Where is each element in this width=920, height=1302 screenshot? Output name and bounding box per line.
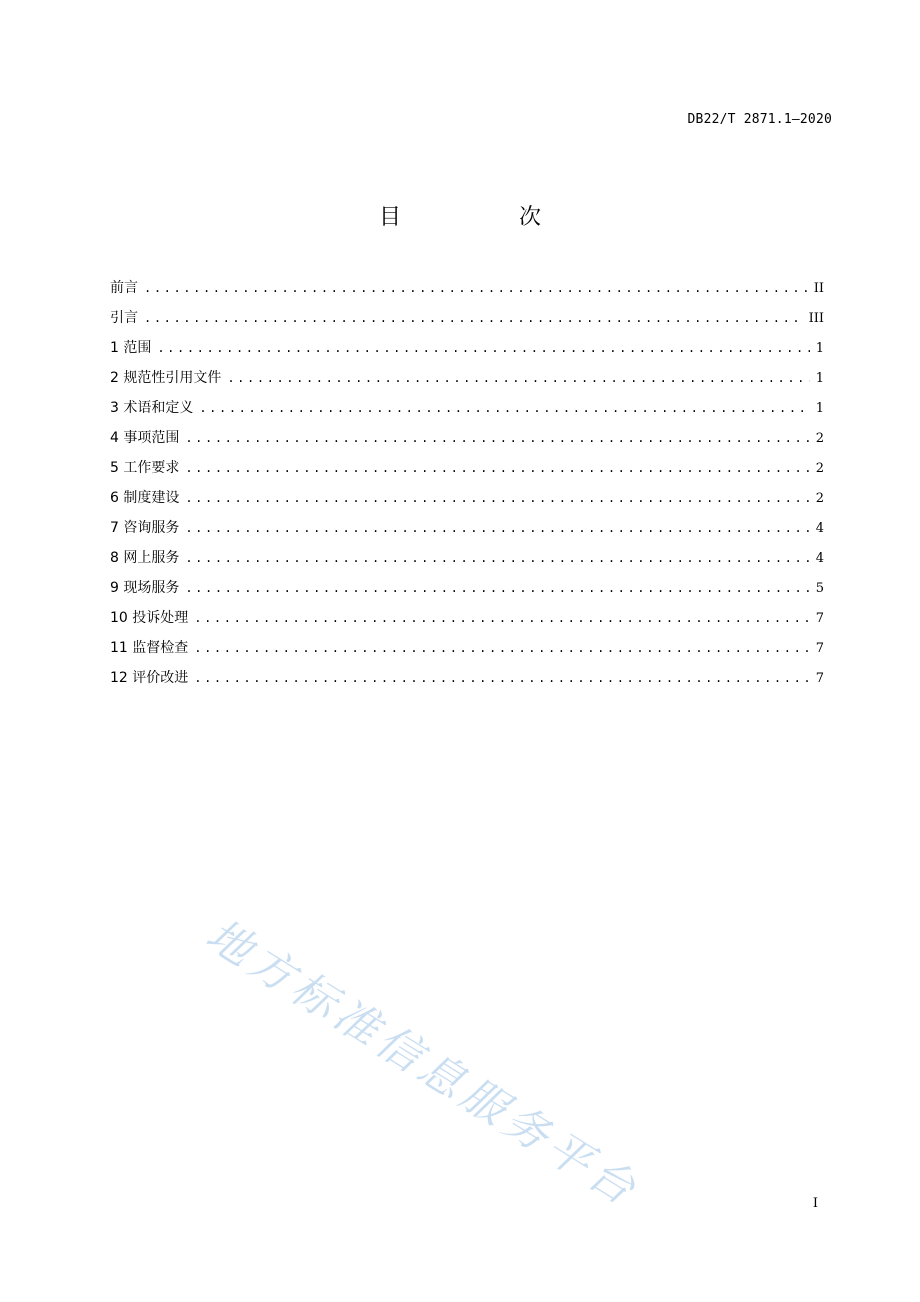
toc-leader-dots — [144, 308, 803, 328]
toc-leader-dots — [194, 638, 809, 658]
toc-entry-label: 3 术语和定义 — [110, 400, 194, 416]
table-of-contents — [110, 278, 824, 698]
toc-entry-page: III — [808, 311, 824, 326]
toc-entry-page: 2 — [815, 431, 824, 446]
toc-leader-dots — [185, 488, 809, 508]
toc-entry-page: 7 — [815, 611, 824, 626]
toc-entry-page: 5 — [815, 581, 824, 596]
toc-entry-evaluation-improvement[interactable] — [110, 668, 824, 698]
toc-entry-introduction[interactable] — [110, 308, 824, 338]
toc-leader-dots — [185, 578, 809, 598]
toc-entry-page: 2 — [815, 461, 824, 476]
toc-leader-dots — [185, 518, 809, 538]
watermark: 地方标准信息服务平台 — [197, 909, 649, 1218]
toc-title: 目 次 — [378, 205, 589, 230]
toc-entry-label: 10 投诉处理 — [110, 610, 189, 626]
toc-entry-matter-scope[interactable] — [110, 428, 824, 458]
toc-entry-complaint-handling[interactable] — [110, 608, 824, 638]
toc-entry-work-requirements[interactable] — [110, 458, 824, 488]
toc-entry-label: 2 规范性引用文件 — [110, 370, 222, 386]
toc-entry-onsite-service[interactable] — [110, 578, 824, 608]
toc-entry-normative-references[interactable] — [110, 368, 824, 398]
toc-leader-dots — [185, 548, 809, 568]
toc-entry-label: 8 网上服务 — [110, 550, 180, 566]
toc-entry-label: 12 评价改进 — [110, 670, 189, 686]
toc-entry-label: 引言 — [110, 310, 138, 326]
toc-entry-page: 7 — [815, 671, 824, 686]
toc-entry-page: 4 — [815, 551, 824, 566]
toc-entry-label: 5 工作要求 — [110, 460, 180, 476]
toc-leader-dots — [194, 668, 809, 688]
toc-entry-foreword[interactable] — [110, 278, 824, 308]
toc-entry-page: 1 — [815, 401, 824, 416]
toc-leader-dots — [194, 608, 809, 628]
toc-entry-label: 4 事项范围 — [110, 430, 180, 446]
toc-entry-label: 9 现场服务 — [110, 580, 180, 596]
toc-entry-page: 2 — [815, 491, 824, 506]
toc-entry-online-service[interactable] — [110, 548, 824, 578]
toc-entry-page: 1 — [815, 341, 824, 356]
toc-entry-label: 前言 — [110, 280, 138, 296]
toc-entry-scope[interactable] — [110, 338, 824, 368]
toc-leader-dots — [157, 338, 809, 358]
toc-leader-dots — [144, 278, 808, 298]
toc-leader-dots — [185, 428, 809, 448]
toc-leader-dots — [227, 368, 809, 388]
toc-entry-supervision-inspection[interactable] — [110, 638, 824, 668]
toc-entry-consulting-service[interactable] — [110, 518, 824, 548]
toc-entry-system-construction[interactable] — [110, 488, 824, 518]
toc-entry-page: 4 — [815, 521, 824, 536]
page-number: I — [812, 1196, 818, 1211]
toc-entry-label: 11 监督检查 — [110, 640, 189, 656]
toc-leader-dots — [185, 458, 809, 478]
standard-code: DB22/T 2871.1—2020 — [687, 112, 832, 127]
toc-entry-label: 7 咨询服务 — [110, 520, 180, 536]
toc-entry-page: 7 — [815, 641, 824, 656]
toc-entry-page: 1 — [815, 371, 824, 386]
toc-entry-terms-definitions[interactable] — [110, 398, 824, 428]
toc-entry-page: II — [813, 281, 824, 296]
toc-entry-label: 1 范围 — [110, 340, 152, 356]
toc-leader-dots — [199, 398, 809, 418]
toc-entry-label: 6 制度建设 — [110, 490, 180, 506]
